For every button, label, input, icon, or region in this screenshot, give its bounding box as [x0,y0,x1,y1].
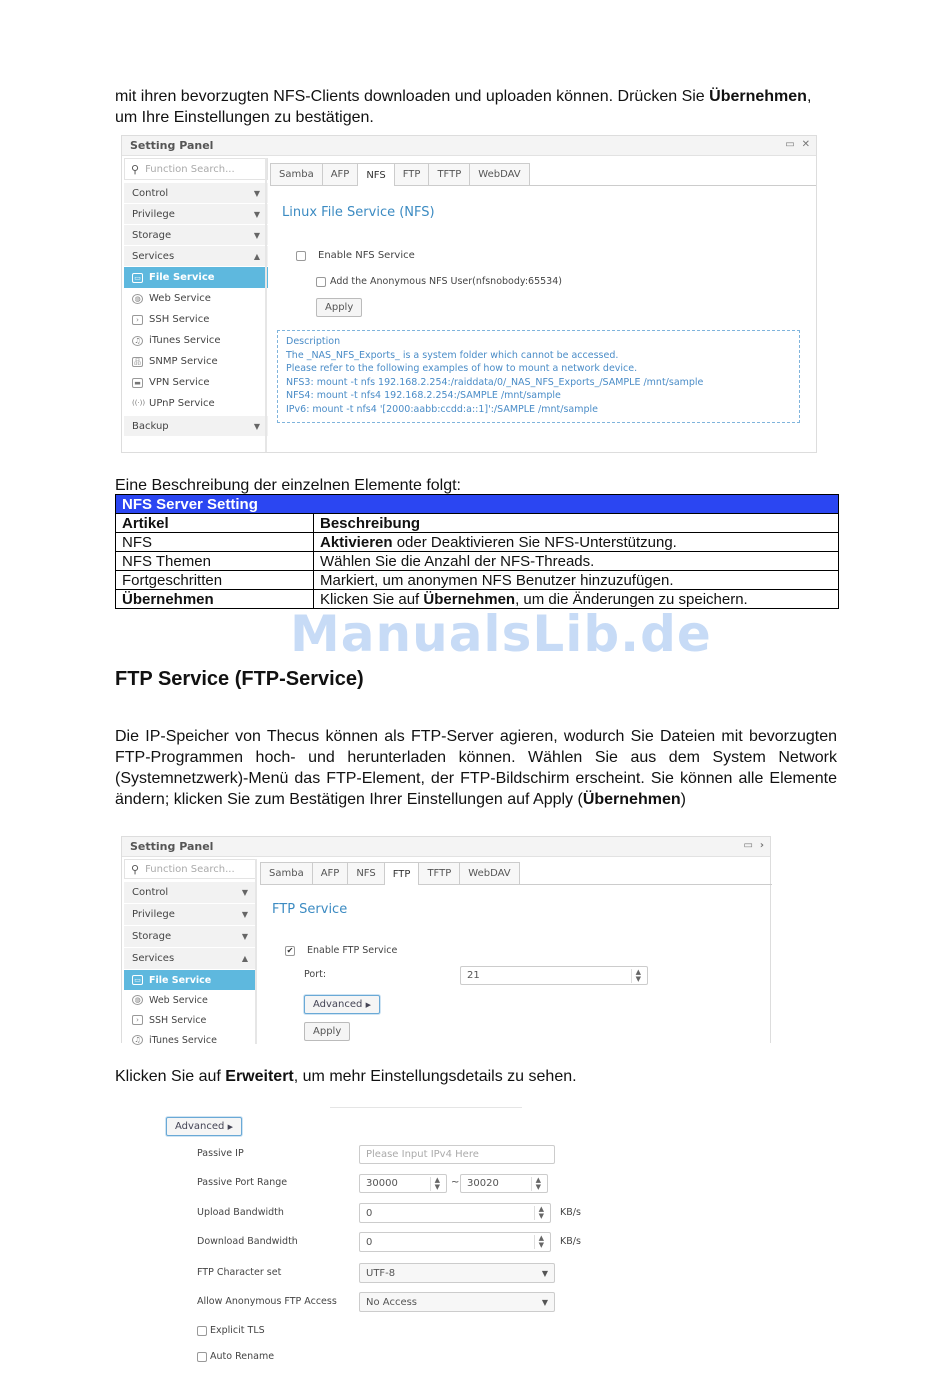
intro-text: Klicken Sie auf [115,1068,226,1085]
sidebar-item-vpn-service[interactable] [124,372,268,393]
panel-title: Setting Panel [130,840,214,853]
range-separator: ~ [451,1177,460,1188]
sidebar-category-backup[interactable] [124,416,268,437]
advanced-intro [115,1066,577,1087]
auto-rename-checkbox[interactable] [197,1352,207,1362]
panel-title-bar [122,136,816,156]
intro-text: , um mehr Einstellungsdetails zu sehen. [293,1068,577,1085]
apply-button[interactable]: Apply [316,298,362,317]
table-title: NFS Server Setting [116,495,839,514]
sidebar-item-web-service[interactable] [124,990,256,1010]
chevron-down-icon: ▼ [241,888,248,897]
description-box [277,330,800,423]
function-search[interactable] [124,859,256,879]
table-header-row [116,514,839,533]
cell-item: NFS Themen [116,552,314,571]
chevron-down-icon: ▼ [253,421,260,431]
tab-tftp[interactable]: TFTP [418,862,460,884]
col-header: Artikel [116,514,314,533]
sidebar-item-upnp-service[interactable] [124,393,268,414]
chevron-up-icon: ▲ [253,251,260,261]
search-placeholder: Function Search... [145,163,235,175]
port-label: Port: [304,969,327,980]
sidebar-category-privilege[interactable] [124,204,268,225]
cell-item: Übernehmen [116,590,314,609]
category-label: Control [132,887,169,898]
item-label: iTunes Service [149,335,221,346]
sidebar-item-ssh-service[interactable] [124,309,268,330]
col-header: Beschreibung [314,514,839,533]
upload-value: 0 [366,1207,373,1219]
table-title-row [116,495,839,514]
spinner-icon[interactable]: ▲ ▼ [534,1206,544,1220]
desc-bold: Übernehmen [423,590,516,608]
maximize-icon[interactable]: ▭ [785,139,795,150]
caret-right-icon: ▶ [365,1001,371,1009]
cell-item: NFS [116,533,314,552]
para-text: ändern; klicken Sie zum Bestätigen Ihrer Einstellungen auf Apply ( [115,791,583,808]
intro-paragraph [115,86,840,128]
table-row [116,571,839,590]
category-label: Services [132,953,175,964]
intro-bold: Übernehmen [709,88,807,105]
desc-intro: Eine Beschreibung der einzelnen Elemente folgt: [115,477,461,494]
maximize-icon[interactable]: ▭ [743,840,753,851]
tab-afp[interactable]: AFP [322,163,359,185]
desc-line: IPv6: mount -t nfs4 '[2000:aabb:ccdd:a::1]':/SAMPLE /mnt/sample [286,403,599,415]
desc-line: Please refer to the following examples of how to mount a network device. [286,363,638,374]
signal-icon: ((·)) [132,398,146,407]
table-row [116,552,839,571]
terminal-icon: › [132,315,143,325]
tab-samba[interactable]: Samba [260,862,313,884]
section-heading: Linux File Service (NFS) [282,205,435,220]
sidebar-category-storage[interactable] [124,225,268,246]
charset-select[interactable] [359,1263,555,1283]
sidebar-item-itunes-service[interactable] [124,330,268,351]
sidebar [124,859,256,1044]
unit-label: KB/s [560,1236,581,1247]
sidebar-item-file-service[interactable] [124,970,256,990]
caret-right-icon: ▶ [227,1123,233,1131]
port-value: 21 [467,970,480,981]
item-label: SSH Service [149,314,210,325]
category-label: Privilege [132,909,175,920]
sidebar-item-ssh-service[interactable] [124,1010,256,1030]
setting-panel-nfs [121,135,817,453]
close-icon[interactable]: ✕ [801,139,810,150]
chevron-up-icon: ▲ [241,954,248,963]
advanced-settings [160,1100,620,1370]
close-icon[interactable]: › [759,840,764,851]
tab-afp[interactable]: AFP [312,862,349,884]
download-value: 0 [366,1236,373,1248]
tab-webdav[interactable]: WebDAV [469,163,529,185]
explicit-tls-row [197,1325,265,1336]
desc-line: NFS3: mount -t nfs 192.168.2.254:/raiddata/0/_NAS_NFS_Exports_/SAMPLE /mnt/sample [286,376,704,388]
cell-desc: Markiert, um anonymen NFS Benutzer hinzuzufügen. [314,571,839,590]
upload-bandwidth-input[interactable] [359,1203,551,1223]
tab-webdav[interactable]: WebDAV [459,862,519,884]
sidebar-item-snmp-service[interactable] [124,351,268,372]
port-range-from-input[interactable] [359,1174,447,1193]
ftp-section-heading: FTP Service (FTP-Service) [115,668,364,690]
item-label: Web Service [149,293,211,304]
passive-ip-input[interactable] [359,1145,555,1164]
download-bandwidth-label: Download Bandwidth [197,1236,298,1247]
cell-desc: Wählen Sie die Anzahl der NFS-Threads. [314,552,839,571]
folder-icon: ▭ [132,273,143,283]
cell-desc [314,533,839,552]
search-icon: ⚲ [131,162,140,176]
para-line: (Systemnetzwerk)-Menü das FTP-Element, der FTP-Bildschirm erscheint. Sie können alle Elemente [115,770,837,787]
desc-text: , um die Änderungen zu speichern. [515,590,748,608]
sidebar-item-web-service[interactable] [124,288,268,309]
charset-label: FTP Character set [197,1267,282,1278]
item-label: UPnP Service [149,398,215,409]
function-search[interactable] [124,158,268,180]
explicit-tls-label: Explicit TLS [210,1325,265,1336]
search-icon: ⚲ [131,862,140,876]
intro-bold: Erweitert [225,1068,294,1085]
enable-nfs-label: Enable NFS Service [318,250,415,261]
sidebar-category-control[interactable] [124,882,256,904]
chevron-down-icon: ▼ [241,932,248,941]
tab-tftp[interactable]: TFTP [428,163,470,185]
spinner-icon[interactable]: ▲ ▼ [631,969,641,983]
tab-nfs[interactable]: NFS [357,163,394,186]
ftp-paragraph [115,726,837,810]
category-label: Backup [132,420,169,432]
port-to-value: 30020 [467,1178,499,1189]
tab-nfs[interactable]: NFS [347,862,384,884]
enable-nfs-checkbox[interactable] [296,251,306,261]
advanced-label: Advanced [313,999,363,1010]
download-bandwidth-input[interactable] [359,1232,551,1252]
port-range-to-input[interactable] [460,1174,548,1193]
tab-ftp[interactable]: FTP [394,163,430,185]
advanced-button[interactable] [166,1117,242,1136]
para-line: Die IP-Speicher von Thecus können als FTP-Server agieren, wodurch Sie Dateien mit bevorzugten [115,728,837,745]
explicit-tls-checkbox[interactable] [197,1326,207,1336]
anon-user-checkbox[interactable] [316,277,326,287]
item-label: File Service [149,974,212,986]
tab-bar [270,163,816,186]
auto-rename-row [197,1351,274,1362]
item-label: iTunes Service [149,1034,217,1046]
network-icon: 品 [134,357,141,366]
chevron-down-icon: ▼ [241,910,248,919]
item-label: SNMP Service [149,356,218,367]
spinner-icon[interactable]: ▲ ▼ [534,1235,544,1249]
item-label: VPN Service [149,377,210,388]
tab-ftp[interactable]: FTP [384,862,420,885]
desc-line: The _NAS_NFS_Exports_ is a system folder which cannot be accessed. [286,349,619,361]
terminal-icon: › [132,1015,143,1025]
cell-item: Fortgeschritten [116,571,314,590]
item-label: SSH Service [149,1014,207,1026]
setting-panel-ftp [121,836,771,1046]
globe-icon: ◍ [132,995,143,1005]
para-bold: Übernehmen [582,791,681,808]
sidebar-category-services[interactable] [124,948,256,970]
vpn-icon: ▬ [132,378,143,388]
category-label: Storage [132,931,172,942]
enable-ftp-checkbox[interactable]: ✔ [286,945,294,955]
sidebar-category-storage[interactable] [124,926,256,948]
apply-button[interactable]: Apply [304,1022,350,1041]
category-label: Storage [132,229,172,241]
anon-user-row [316,276,562,287]
desc-text: Klicken Sie auf [320,590,424,608]
music-note-icon: ♫ [132,1035,143,1045]
item-label: Web Service [149,994,208,1006]
divider [330,1107,522,1108]
table-row [116,533,839,552]
dropdown-arrow-icon: ▼ [541,1268,548,1278]
category-label: Control [132,187,169,199]
chevron-down-icon: ▼ [253,230,260,240]
port-range-label: Passive Port Range [197,1177,288,1188]
anon-access-select[interactable] [359,1292,555,1312]
para-text: ) [680,791,686,808]
spinner-icon[interactable]: ▲ ▼ [430,1177,440,1191]
port-from-value: 30000 [366,1178,398,1189]
chevron-down-icon: ▼ [253,188,260,198]
unit-label: KB/s [560,1207,581,1218]
sidebar [124,158,268,452]
port-input[interactable] [460,966,648,985]
item-label: File Service [149,272,215,283]
enable-ftp-row [285,945,397,956]
watermark: ManualsLib.de [290,605,712,663]
enable-ftp-label: Enable FTP Service [307,945,398,956]
search-placeholder: Function Search... [145,863,235,875]
tab-samba[interactable]: Samba [270,163,323,185]
passive-ip-label: Passive IP [197,1148,244,1159]
anon-access-value: No Access [366,1296,418,1308]
music-note-icon: ♫ [132,336,143,346]
folder-icon: ▭ [132,975,143,985]
advanced-label: Advanced [175,1121,225,1132]
intro-line2: um Ihre Einstellungen zu bestätigen. [115,109,374,126]
intro-comma: , [806,88,812,105]
spinner-icon[interactable]: ▲ ▼ [531,1177,541,1191]
sidebar-item-file-service[interactable] [124,267,268,288]
category-label: Services [132,250,175,262]
category-label: Privilege [132,208,175,220]
upload-bandwidth-label: Upload Bandwidth [197,1207,284,1218]
anon-user-label: Add the Anonymous NFS User(nfsnobody:65534) [330,276,562,287]
chevron-down-icon: ▼ [253,209,260,219]
panel-title-bar [122,837,770,857]
desc-text: oder Deaktivieren Sie NFS-Unterstützung. [392,533,677,551]
section-heading: FTP Service [272,902,348,917]
auto-rename-label: Auto Rename [210,1351,275,1362]
enable-nfs-row [296,250,415,261]
dropdown-arrow-icon: ▼ [541,1297,548,1307]
sidebar-item-itunes-service[interactable] [124,1030,256,1050]
sidebar-category-control[interactable] [124,183,268,204]
intro-text: mit ihren bevorzugten NFS-Clients downloaden und uploaden können. Drücken Sie [115,88,710,105]
anon-access-label: Allow Anonymous FTP Access [197,1296,337,1307]
desc-bold: Aktivieren [320,533,393,551]
divider [255,859,257,1044]
desc-line: Description [286,336,341,347]
nfs-settings-table [115,494,839,609]
advanced-button[interactable] [304,995,380,1014]
globe-icon: ◍ [132,294,143,304]
divider [265,158,267,452]
desc-line: NFS4: mount -t nfs4 192.168.2.254:/SAMPLE /mnt/sample [286,390,561,401]
panel-title: Setting Panel [130,139,214,152]
sidebar-category-services[interactable] [124,246,268,267]
tab-bar [260,862,772,885]
passive-ip-placeholder: Please Input IPv4 Here [366,1149,479,1160]
para-line: FTP-Programmen hoch- und herunterladen können. Wählen Sie aus dem System Network [115,749,837,766]
charset-value: UTF-8 [366,1267,396,1279]
sidebar-category-privilege[interactable] [124,904,256,926]
